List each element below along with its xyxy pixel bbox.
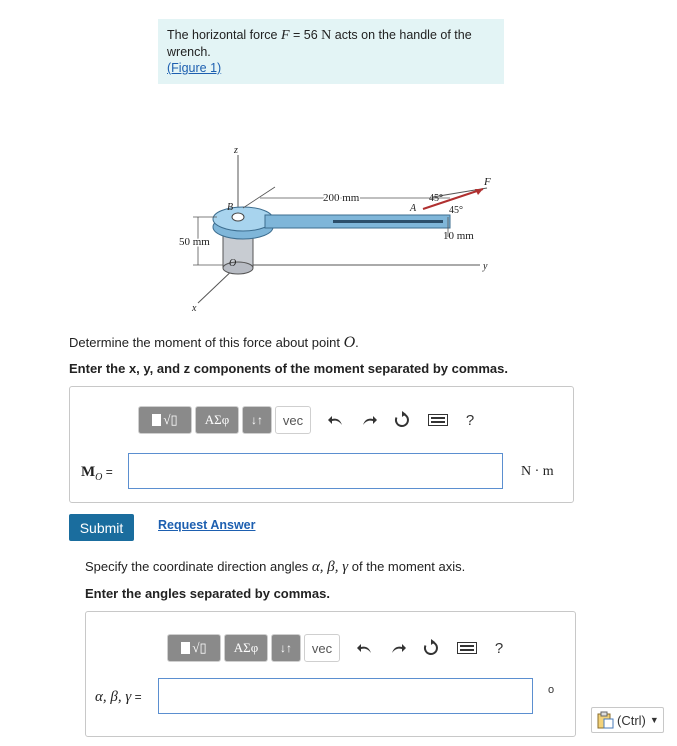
force-symbol: F — [280, 28, 290, 43]
redo-icon-2[interactable] — [387, 637, 409, 659]
angles-symbol: α, β, γ — [95, 689, 132, 705]
templates-button-2[interactable] — [167, 634, 221, 662]
label-F: F — [484, 176, 491, 188]
label-O: O — [229, 258, 237, 269]
problem-text-3: acts on the handle of the wrench. — [167, 28, 472, 59]
part2-answer-panel — [85, 611, 576, 737]
part1-instruction: Enter the x, y, and z components of the moment separated by commas. — [69, 361, 508, 376]
undo-icon-2[interactable] — [354, 637, 376, 659]
wrench-figure — [165, 135, 505, 315]
problem-statement — [167, 27, 497, 76]
help-icon[interactable]: ? — [465, 411, 475, 429]
reset-icon-2[interactable] — [420, 637, 442, 659]
request-answer-link[interactable]: Request Answer — [158, 518, 256, 532]
part2-equals: = — [131, 690, 142, 704]
part2-answer-input[interactable] — [158, 678, 533, 714]
label-y: y — [483, 261, 488, 272]
label-z: z — [234, 145, 238, 156]
keyboard-icon-2[interactable] — [456, 637, 478, 659]
submit-button[interactable]: Submit — [69, 514, 134, 541]
unit-symbol: N — [321, 28, 332, 43]
part1-unit-label: N · m — [521, 464, 554, 479]
root-template-icon-2: √▯ — [192, 640, 207, 655]
problem-text-1: The horizontal force — [167, 28, 281, 42]
root-template-icon: √▯ — [163, 412, 178, 427]
figure-link[interactable]: (Figure 1) — [167, 61, 222, 75]
vector-button-2[interactable]: vec — [304, 634, 340, 662]
part2-toolbar — [167, 634, 510, 662]
vector-button[interactable]: vec — [275, 406, 311, 434]
part2-answer-label — [95, 688, 142, 706]
ratchet-knob — [232, 213, 244, 221]
problem-text-2: = 56 — [289, 28, 322, 42]
dropdown-caret-icon: ▼ — [649, 715, 659, 725]
template-box-icon-2 — [181, 642, 190, 654]
help-icon-2[interactable]: ? — [494, 639, 504, 657]
templates-button[interactable] — [138, 406, 192, 434]
label-A: A — [410, 203, 417, 214]
moment-symbol: M — [81, 464, 96, 480]
greek-symbols-button[interactable]: ΑΣφ — [195, 406, 239, 434]
redo-icon[interactable] — [358, 409, 380, 431]
part2-instruction: Enter the angles separated by commas. — [85, 586, 330, 601]
clipboard-icon — [596, 711, 614, 729]
part2-question-text: Specify the coordinate direction angles — [85, 559, 312, 574]
template-box-icon — [152, 414, 161, 426]
reset-icon[interactable] — [391, 409, 413, 431]
paste-options-label: (Ctrl) — [617, 712, 646, 728]
dim-50-label: 50 mm — [179, 236, 210, 248]
greek-symbols-button-2[interactable]: ΑΣφ — [224, 634, 268, 662]
subscript-superscript-button-2[interactable]: ↓↑ — [271, 634, 301, 662]
angle-2: 45° — [449, 205, 463, 216]
part2-question — [85, 559, 465, 576]
label-x: x — [192, 303, 197, 314]
part2-unit-label: o — [548, 684, 555, 696]
keyboard-icon[interactable] — [427, 409, 449, 431]
angle-symbols: α, β, γ — [311, 559, 349, 575]
part1-answer-input[interactable] — [128, 453, 503, 489]
angle-1: 45° — [429, 193, 443, 204]
dim-10-label: 10 mm — [443, 230, 474, 242]
part1-answer-label — [81, 463, 113, 483]
paste-options-button[interactable] — [591, 707, 664, 733]
moment-subscript: O — [95, 471, 103, 483]
undo-icon[interactable] — [325, 409, 347, 431]
handle-grip — [333, 220, 443, 223]
part1-question — [69, 334, 359, 352]
part1-toolbar — [138, 406, 481, 434]
dim-200-ext — [243, 187, 275, 208]
part2-question-end: of the moment axis. — [348, 559, 466, 574]
label-B: B — [227, 202, 234, 213]
part1-equals: = — [102, 465, 113, 479]
subscript-superscript-button[interactable]: ↓↑ — [242, 406, 272, 434]
point-O-symbol: O — [343, 334, 356, 351]
part1-question-text: Determine the moment of this force about point — [69, 335, 344, 350]
socket-bottom — [223, 262, 253, 274]
part1-question-end: . — [355, 335, 359, 350]
dim-200-label: 200 mm — [323, 192, 360, 204]
